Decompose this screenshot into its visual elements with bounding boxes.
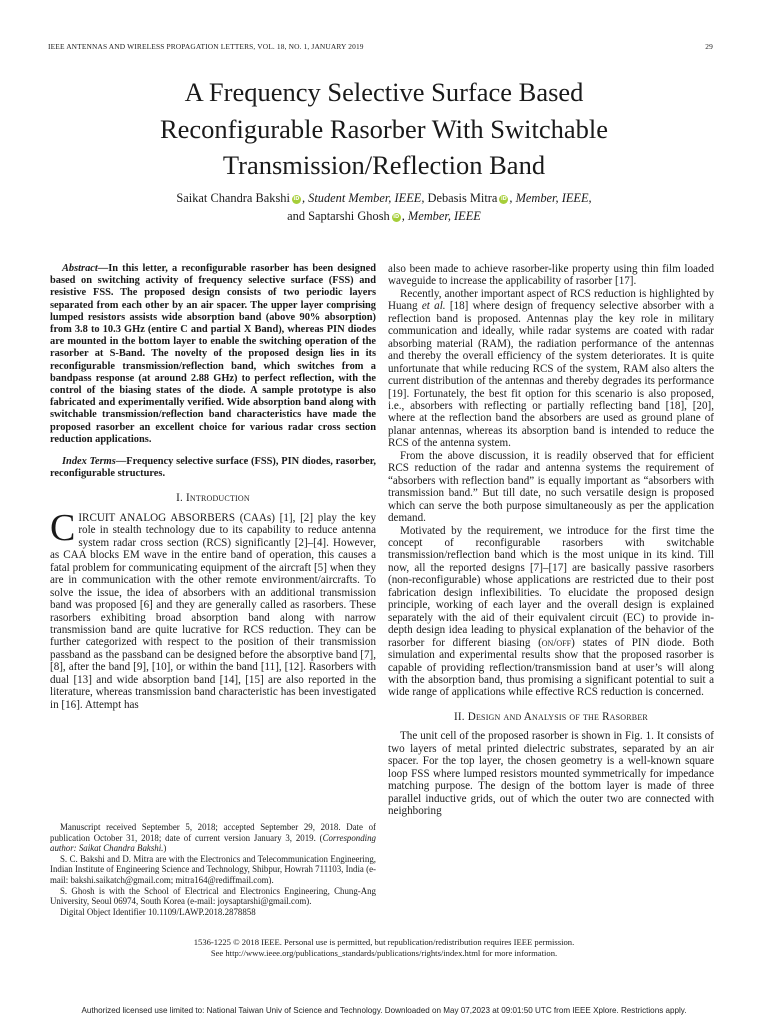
journal-name: IEEE ANTENNAS AND WIRELESS PROPAGATION LETTERS, VOL. 18, NO. 1, JANUARY 2019 bbox=[48, 42, 364, 51]
section-heading-design: II. Design and Analysis of the Rasorber bbox=[454, 710, 648, 723]
copyright-line-2: See http://www.ieee.org/publications_standards/publications/rights/index.html for more information. bbox=[210, 948, 558, 958]
paragraph-huang: Recently, another important aspect of RCS reduction is highlighted by Huang et al. [18] where design of frequency selective absorber with a reflection band is proposed. Antennas play the key role in military communication and ideally, while radar systems are coated with radar absorbing material (RAM), the radiation performance of the antennas and thereby the overall efficiency of the system deteriorates. It is quite unfortunate that while reducing RCS of the system, RAM also alters the current distribution of the antennas and thereby degrades its performance [19]. Fortunately, the best fit option for this scenario is also proposed, i.e., absorbers with reflecting or partially reflecting band [18], [20], where at the reflection band the absorbers are used as ground plane of planar antennas, whereas its absorption band is intended to reduce the RCS of the antenna system. bbox=[388, 287, 714, 450]
license-notice: Authorized licensed use limited to: National Taiwan Univ of Science and Technology. Downloaded on May 07,2023 at 09:01:50 UTC from IEEE Xplore. Restrictions apply. bbox=[81, 1006, 687, 1015]
index-terms-lead: Index Terms bbox=[62, 456, 116, 468]
author-role-1: , Student Member, IEEE, bbox=[301, 191, 425, 205]
author-role-2: , Member, IEEE, bbox=[509, 191, 592, 205]
abstract bbox=[50, 263, 376, 446]
title-line-3: Transmission/Reflection Band bbox=[222, 150, 546, 180]
author-list bbox=[60, 189, 708, 225]
author-name-2: Debasis Mitra bbox=[424, 191, 498, 205]
intro-paragraph bbox=[50, 506, 376, 711]
abstract-lead: Abstract bbox=[62, 263, 98, 274]
abstract-text: —In this letter, a reconfigurable rasorber has been designed based on switching activity of frequency selective surface (FSS) and resistive FSS. The proposed design consists of two periodic layers separated from each other by an air spacer. The upper layer comprising lumped resistors assists wide absorption band (above 90% absorption) from 3.8 to 10.3 GHz (entire C and partial X Band), whereas PIN diodes are mounted in the bottom layer to enable the switching operation of the rasorber at S-Band. The novelty of the proposed design lies in its reconfigurable transmission/reflection band, which switches from a bandpass response (at around 2.88 GHz) to perfect reflection, with the control of the biasing states of the diode. A sample prototype is also fabricated and experimentally verified. Wide absorption band along with switchable transmission/reflection band characteristics have made the proposed rasorber an excellent choice for various radar cross section reduction applications. bbox=[50, 263, 376, 445]
section-heading-introduction: I. Introduction bbox=[176, 492, 250, 505]
intro-first-caps: IRCUIT ANALOG ABSORBERS bbox=[78, 511, 235, 524]
copyright-line-1: 1536-1225 © 2018 IEEE. Personal use is permitted, but republication/redistribution requires IEEE permission. bbox=[193, 937, 575, 947]
title-line-1: A Frequency Selective Surface Based bbox=[184, 77, 584, 107]
orcid-icon[interactable]: iD bbox=[500, 196, 507, 202]
copyright-notice bbox=[60, 937, 708, 959]
index-terms-text: —Frequency selective surface (FSS), PIN diodes, rasorber, reconfigurable structures. bbox=[50, 456, 376, 480]
orcid-icon[interactable]: iD bbox=[293, 196, 300, 202]
footnote bbox=[50, 822, 376, 917]
author-line-1 bbox=[60, 189, 708, 207]
drop-cap: C bbox=[50, 506, 76, 549]
author-name-3: Saptarshi Ghosh bbox=[308, 209, 390, 223]
title-line-2: Reconfigurable Rasorber With Switchable bbox=[159, 113, 609, 144]
orcid-icon[interactable]: iD bbox=[393, 214, 400, 220]
left-column bbox=[50, 263, 376, 711]
paper-title bbox=[60, 74, 708, 184]
footnote-doi: Digital Object Identifier 10.1109/LAWP.2018.2878858 bbox=[60, 906, 256, 917]
author-line-2 bbox=[60, 207, 708, 225]
author-prefix: and bbox=[287, 209, 309, 223]
right-column bbox=[388, 263, 714, 817]
index-terms bbox=[50, 456, 376, 480]
paragraph-motivation: Motivated by the requirement, we introduce for the first time the concept of reconfigurable rasorbers with switchable transmission/reflection band which is the most unique in its kind. Till now, all the reported designs [7]–[17] are basically passive rasorbers (non-reconfigurable) whose applications are restricted due to their post fabrication design inflexibilities. To elucidate the proposed design principle, working of each layer and the overall design is explained separately with the aid of their equivalent circuit (EC) to provide in-depth design idea leading to physical explanation of the behavior of the rasorber for different biasing (on/off) states of PIN diode. Both simulation and experimental results show that the proposed rasorber is capable of providing reflection/transmission band at user’s will along with the absorption band, thus promising a significant potential to suit a wide range of applications while effective RCS reduction is concerned. bbox=[388, 524, 714, 699]
footnote-affiliation-2: S. Ghosh is with the School of Electrical and Electronics Engineering, Chung-Ang University, Seoul 06974, South Korea (e-mail: joysaptarshi@gmail.com). bbox=[50, 885, 376, 907]
intro-text: (CAAs) [1], [2] play the key role in stealth technology due to its capability to reduce antenna system radar cross section (RCS) significantly [2]–[4]. However, as CAA blocks EM wave in the entire band of operation, this causes a fatal problem for communicating equipment of the aircraft [5] when they are in communication with the other remote environment/aircrafts. To solve the issue, the idea of absorbers with an additional transmission band was proposed [6] and they are generally called as rasorbers. These rasorbers exhibiting broad absorption band along with narrow transmission band are quite lucrative for RCS reduction. They can be further categorized with respect to the position of their transmission passband as the passband can be designed before the absorptive band [7], [8], after the band [9], [10], or within the band [11], [12]. Rasorbers with dual [13] and wide absorption band [14], [15] are also reported in the literature, whereas transmission band characteristic has been investigated in [16]. Attempt has bbox=[50, 511, 376, 711]
continued-paragraph: also been made to achieve rasorber-like property using thin film loaded waveguide to increase the applicability of rasorber [17]. bbox=[388, 263, 714, 288]
footnote-affiliation-1: S. C. Bakshi and D. Mitra are with the Electronics and Telecommunication Engineering, Indian Institute of Engineering Science and Technology, Shibpur, Howrah 711103, India (e-mail: bakshi.saikatch@gmail.com; mitra164@rediffmail.com). bbox=[50, 853, 376, 885]
page-number: 29 bbox=[705, 42, 713, 51]
author-role-3: , Member, IEEE bbox=[401, 209, 481, 223]
author-name-1: Saikat Chandra Bakshi bbox=[176, 191, 290, 205]
running-header bbox=[48, 42, 713, 52]
footnote-manuscript: Manuscript received September 5, 2018; accepted September 29, 2018. Date of publication October 31, 2018; date of current version January 3, 2019. (Corresponding author: Saikat Chandra Bakshi.) bbox=[50, 822, 376, 854]
paragraph-discussion: From the above discussion, it is readily observed that for efficient RCS reduction of the radar and antenna systems the requirement of “absorbers with reflection band” is equally important as “absorbers with transmission band.” But till date, no such versatile design is proposed which can serve the both purpose simultaneously as per the application demand. bbox=[388, 449, 714, 525]
paragraph-unit-cell: The unit cell of the proposed rasorber is shown in Fig. 1. It consists of two layers of metal printed dielectric substrates, separated by an air spacer. For the top layer, the chosen geometry is a well-known square loop FSS where lumped resistors mounted symmetrically for impedance matching purpose. The design of the bottom layer is made of three parallel inductive grids, out of which the outer two are connected with neighboring bbox=[388, 730, 714, 818]
